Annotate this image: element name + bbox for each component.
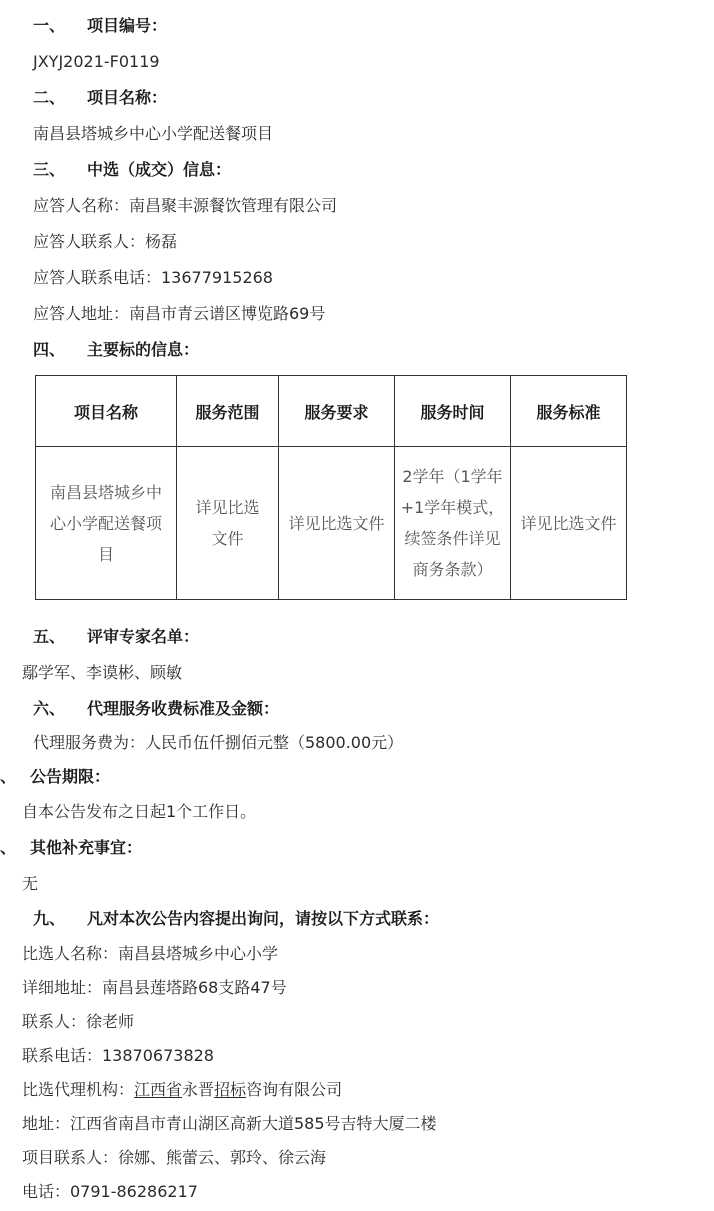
project-name: 南昌县塔城乡中心小学配送餐项目: [33, 124, 274, 143]
section-number: 三、: [33, 160, 66, 179]
section-title: 主要标的信息：: [87, 340, 200, 359]
section-number: 二、: [33, 88, 66, 107]
table-cell: [36, 447, 177, 600]
cell-text: 详见比选文件: [195, 498, 260, 548]
section-title: 其他补充事宜：: [30, 838, 143, 857]
buyer-phone: 联系电话：13870673828: [22, 1046, 214, 1065]
winner-address: 应答人地址：南昌市青云谱区博览路69号: [33, 304, 326, 323]
agency-address: 地址：江西省南昌市青山湖区高新大道585号吉特大厦二楼: [22, 1114, 437, 1133]
cell-text: 详见比选文件: [520, 513, 617, 533]
winner-contact: 应答人联系人：杨磊: [33, 232, 178, 251]
agency-name-part: 咨询有限公司: [246, 1080, 343, 1099]
section-8-heading: [0, 838, 142, 858]
section-3-heading: [33, 160, 231, 180]
table-header-cell: 服务时间: [395, 376, 511, 447]
section-title: 公告期限：: [30, 767, 111, 786]
agency-contacts: 项目联系人：徐娜、熊蕾云、郭玲、徐云海: [22, 1148, 327, 1167]
section-number: 四、: [33, 340, 66, 359]
cell-text: 详见比选文件: [288, 513, 385, 533]
section-number: 一、: [33, 16, 66, 35]
table-cell: [177, 447, 279, 600]
other-matters: 无: [22, 874, 39, 893]
section-number: 五、: [33, 627, 66, 646]
section-number: 、: [0, 838, 17, 857]
section-title: 中选（成交）信息：: [87, 160, 232, 179]
section-title: 代理服务收费标准及金额：: [87, 699, 280, 718]
section-title: 项目编号：: [87, 16, 168, 35]
agency-phone: 电话：0791-86286217: [22, 1182, 198, 1201]
winner-name: 应答人名称：南昌聚丰源餐饮管理有限公司: [33, 196, 338, 215]
subject-info-table: [35, 375, 627, 600]
section-7-heading: [0, 767, 110, 787]
section-6-heading: [33, 699, 279, 719]
agency-line: [22, 1080, 342, 1100]
table-cell: [395, 447, 511, 600]
buyer-name: 比选人名称：南昌县塔城乡中心小学: [22, 944, 279, 963]
agency-label: 比选代理机构：: [22, 1080, 135, 1099]
section-number: 九、: [33, 909, 66, 928]
winner-phone: 应答人联系电话：13677915268: [33, 268, 273, 287]
table-header-cell: 项目名称: [36, 376, 177, 447]
cell-text: 南昌县塔城乡中心小学配送餐项目: [50, 482, 163, 564]
agency-name-part: 永晋: [182, 1080, 215, 1099]
section-2-heading: [33, 88, 167, 108]
section-title: 凡对本次公告内容提出询问，请按以下方式联系：: [87, 909, 440, 928]
notice-period: 自本公告发布之日起1个工作日。: [22, 802, 257, 821]
buyer-contact: 联系人：徐老师: [22, 1012, 135, 1031]
section-9-heading: [33, 909, 439, 929]
buyer-address: 详细地址：南昌县莲塔路68支路47号: [22, 978, 287, 997]
agency-fee: 代理服务费为：人民币伍仟捌佰元整（5800.00元）: [33, 733, 404, 752]
section-number: 、: [0, 767, 17, 786]
table-header-cell: 服务要求: [279, 376, 395, 447]
section-title: 评审专家名单：: [87, 627, 200, 646]
table-cell: [511, 447, 627, 600]
table-header-cell: 服务范围: [177, 376, 279, 447]
section-number: 六、: [33, 699, 66, 718]
agency-name-part: 江西省: [134, 1080, 183, 1099]
project-number: JXYJ2021-F0119: [33, 52, 160, 71]
table-cell: [279, 447, 395, 600]
section-5-heading: [33, 627, 199, 647]
table-header-cell: 服务标准: [511, 376, 627, 447]
table-row: [36, 447, 627, 600]
section-4-heading: [33, 340, 199, 360]
section-title: 项目名称：: [87, 88, 168, 107]
expert-list: 鄢学军、李谟彬、顾敏: [22, 663, 183, 682]
table-header-row: [36, 376, 627, 447]
cell-text: 2学年（1学年+1学年模式，续签条件详见商务条款）: [400, 467, 505, 579]
agency-name-part: 招标: [214, 1080, 247, 1099]
section-1-heading: [33, 16, 167, 36]
